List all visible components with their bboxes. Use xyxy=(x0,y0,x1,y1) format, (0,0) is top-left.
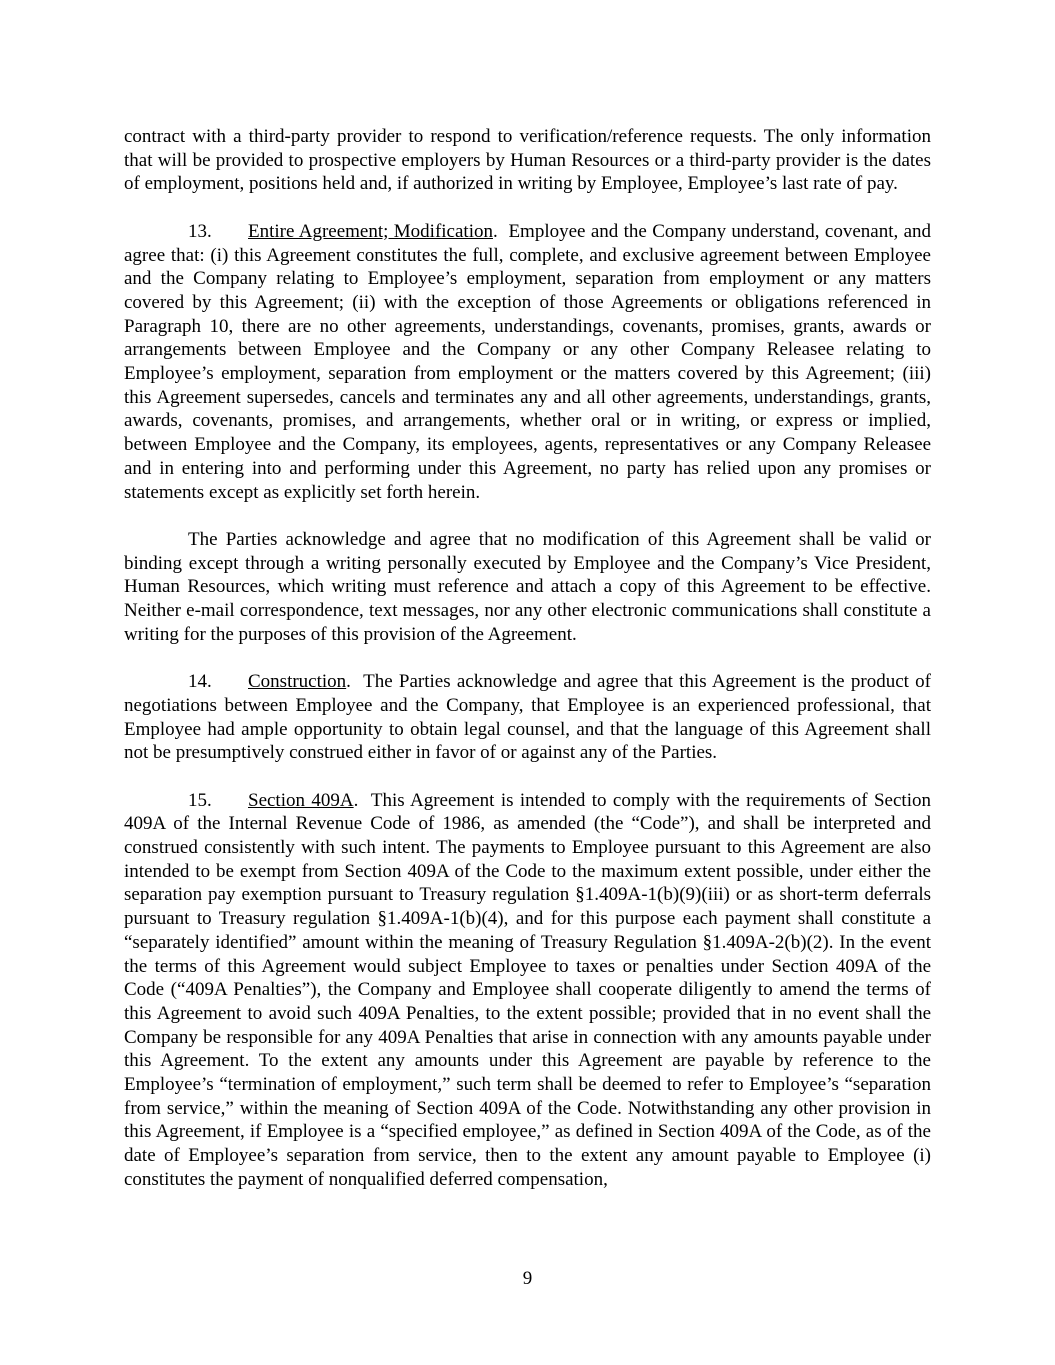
section-14-heading-period: . xyxy=(346,671,351,693)
section-13-number: 13. xyxy=(188,220,212,242)
section-13-paragraph xyxy=(124,220,931,504)
continuation-paragraph: contract with a third-party provider to respond to verification/reference requests. The only information that will be provided to prospective employers by Human Resources or a third-party provider is the dates of employment, positions held and, if authorized in writing by Employee, Employee’s last rate of pay. xyxy=(124,126,931,195)
section-13-modification-paragraph: The Parties acknowledge and agree that no modification of this Agreement shall be valid or binding except through a writing personally executed by Employee and the Company’s Vice President, Human Resources, which writing must reference and attach a copy of this Agreement to be effective. Neither e-mail correspondence, text messages, nor any other electronic communications shall constitute a writing for the purposes of this provision of the Agreement. xyxy=(124,528,931,645)
section-15-paragraph xyxy=(124,789,931,1192)
section-14-number: 14. xyxy=(188,671,212,693)
section-13-heading: Entire Agreement; Modification xyxy=(248,220,493,242)
section-15-number: 15. xyxy=(188,789,212,811)
section-15-body: This Agreement is intended to comply with the requirements of Section 409A of the Internal Revenue Code of 1986, as amended (the “Code”), and shall be interpreted and construed consistently with such intent. The payments to Employee pursuant to this Agreement are also intended to be exempt from Section 409A of the Code to the maximum extent possible, under either the separation pay exemption pursuant to Treasury regulation §1.409A-1(b)(9)(iii) or as short-term deferrals pursuant to Treasury regulation §1.409A-1(b)(4), and for this purpose each payment shall constitute a “separately identified” amount within the meaning of Treasury Regulation §1.409A-2(b)(2). In the event the terms of this Agreement would subject Employee to taxes or penalties under Section 409A of the Code (“409A Penalties”), the Company and Employee shall cooperate diligently to amend the terms of this Agreement to avoid such 409A Penalties, to the extent possible; provided that in no event shall the Company be responsible for any 409A Penalties that arise in connection with any amounts payable under this Agreement. To the extent any amounts under this Agreement are payable by reference to the Employee’s “termination of employment,” such term shall be deemed to refer to Employee’s “separation from service,” within the meaning of Section 409A of the Code. Notwithstanding any other provision in this Agreement, if Employee is a “specified employee,” as defined in Section 409A of the Code, as of the date of Employee’s separation from service, then to the extent any amount payable to Employee (i) constitutes the payment of nonqualified deferred compensation, xyxy=(124,789,931,1190)
section-14-paragraph xyxy=(124,670,931,765)
section-13-heading-period: . xyxy=(492,220,498,242)
section-15-heading-period: . xyxy=(353,789,359,811)
document-page xyxy=(124,125,931,1215)
section-14-body: The Parties acknowledge and agree that this Agreement is the product of negotiations between Employee and the Company, that Employee is an experienced professional, that Employee had ample opportunity to obtain legal counsel, and that the language of this Agreement shall not be presumptively construed either in favor of or against any of the Parties. xyxy=(124,671,931,764)
page-number: 9 xyxy=(522,1268,533,1289)
section-14-heading: Construction xyxy=(248,671,347,693)
section-13-body: Employee and the Company understand, covenant, and agree that: (i) this Agreement constitutes the full, complete, and exclusive agreement between Employee and the Company relating to Employee’s employment, separation from employment or any matters covered by this Agreement; (ii) with the exception of those Agreements or obligations referenced in Paragraph 10, there are no other agreements, understandings, covenants, promises, grants, awards or arrangements between Employee and the Company or any other Company Releasee relating to Employee’s employment, separation from employment or the matters covered by this Agreement; (iii) this Agreement supersedes, cancels and terminates any and all other agreements, understandings, grants, awards, covenants, promises, and arrangements, whether oral or in writing, or express or implied, between Employee and the Company, its employees, agents, representatives or any Company Releasee and in entering into and performing under this Agreement, no party has relied upon any promises or statements except as explicitly set forth herein. xyxy=(124,220,932,503)
section-15-heading: Section 409A xyxy=(248,789,354,811)
